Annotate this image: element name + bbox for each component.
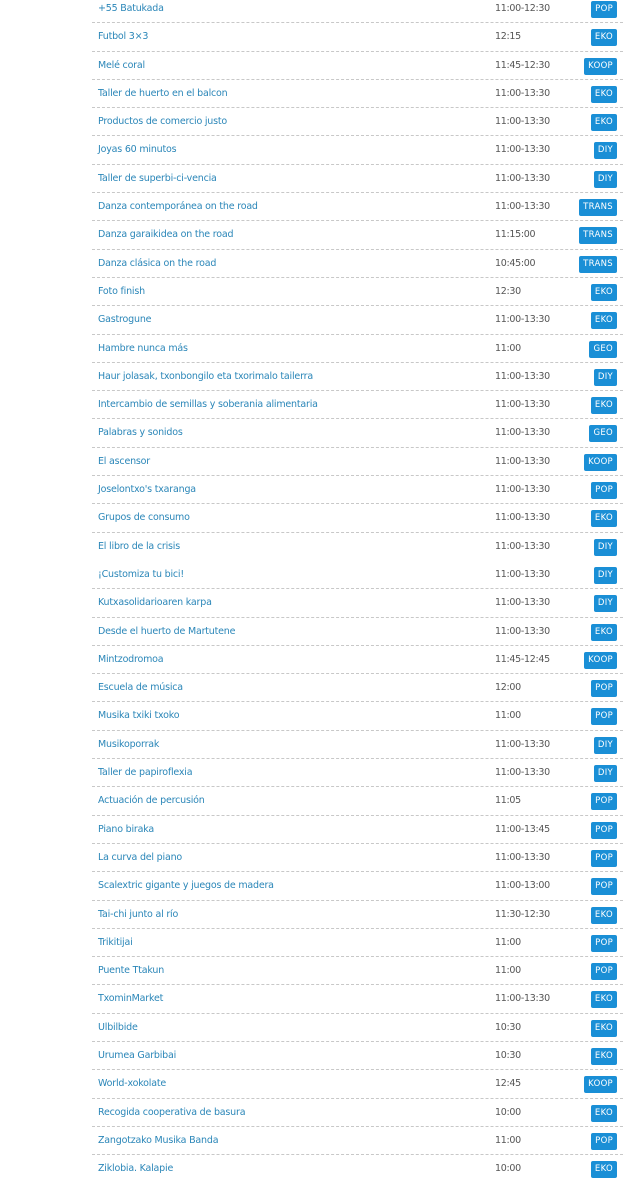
category-badge[interactable]: KOOP [584, 652, 617, 669]
event-time: 10:00 [495, 1163, 521, 1175]
event-name-link[interactable]: Kutxasolidarioaren karpa [98, 597, 212, 609]
event-time: 11:00-13:30 [495, 427, 550, 439]
category-badge[interactable]: TRANS [579, 199, 617, 216]
event-row [92, 1099, 623, 1127]
event-time: 12:45 [495, 1078, 521, 1090]
category-badge[interactable]: EKO [591, 1105, 617, 1122]
event-time: 11:00 [495, 965, 521, 977]
event-row [92, 985, 623, 1013]
category-badge[interactable]: POP [591, 878, 617, 895]
event-name-link[interactable]: Danza clásica on the road [98, 257, 217, 269]
event-row [92, 844, 623, 872]
category-badge[interactable]: EKO [591, 510, 617, 527]
event-time: 10:30 [495, 1021, 521, 1033]
event-row [92, 165, 623, 193]
event-row [92, 957, 623, 985]
event-row [92, 759, 623, 787]
event-name-link[interactable]: Piano biraka [98, 823, 154, 835]
category-badge[interactable]: DIY [594, 595, 617, 612]
event-name-link[interactable]: El ascensor [98, 455, 150, 467]
event-time: 12:00 [495, 682, 521, 694]
event-row [92, 1042, 623, 1070]
event-row [92, 1070, 623, 1098]
event-name-link[interactable]: Zangotzako Musika Banda [98, 1134, 219, 1146]
event-name-link[interactable]: Melé coral [98, 59, 145, 71]
category-badge[interactable]: EKO [591, 284, 617, 301]
category-badge[interactable]: EKO [591, 907, 617, 924]
event-row [92, 363, 623, 391]
event-name-link[interactable]: Productos de comercio justo [98, 116, 228, 128]
event-name-link[interactable]: Escuela de música [98, 682, 183, 694]
event-row [92, 702, 623, 730]
event-time: 11:00-13:30 [495, 144, 550, 156]
event-time: 11:00-13:30 [495, 314, 550, 326]
event-row [92, 1014, 623, 1042]
category-badge[interactable]: POP [591, 822, 617, 839]
event-row [92, 476, 623, 504]
category-badge[interactable]: POP [591, 482, 617, 499]
event-time: 10:45:00 [495, 257, 536, 269]
category-badge[interactable]: EKO [591, 397, 617, 414]
event-time: 11:00-13:30 [495, 767, 550, 779]
event-time: 11:00-13:30 [495, 540, 550, 552]
category-badge[interactable]: DIY [594, 369, 617, 386]
event-name-link[interactable]: Scalextric gigante y juegos de madera [98, 880, 274, 892]
event-time: 11:00-13:30 [495, 851, 550, 863]
category-badge[interactable]: DIY [594, 567, 617, 584]
event-name-link[interactable]: Musika txiki txoko [98, 710, 180, 722]
event-time: 11:00-13:30 [495, 625, 550, 637]
event-row [92, 80, 623, 108]
category-badge[interactable]: EKO [591, 991, 617, 1008]
category-badge[interactable]: GEO [589, 341, 617, 358]
event-name-link[interactable]: Actuación de percusión [98, 795, 205, 807]
event-name-link[interactable]: Recogida cooperativa de basura [98, 1106, 246, 1118]
event-time: 11:15:00 [495, 229, 536, 241]
event-row [92, 1127, 623, 1155]
category-badge[interactable]: POP [591, 850, 617, 867]
category-badge[interactable]: EKO [591, 1048, 617, 1065]
event-row [92, 561, 623, 589]
event-time: 11:45-12:30 [495, 59, 550, 71]
event-name-link[interactable]: Trikitijai [98, 936, 133, 948]
category-badge[interactable]: KOOP [584, 454, 617, 471]
category-badge[interactable]: EKO [591, 114, 617, 131]
category-badge[interactable]: DIY [594, 142, 617, 159]
event-time: 11:00 [495, 1134, 521, 1146]
event-row [92, 0, 623, 23]
event-row [92, 391, 623, 419]
event-time: 11:00-13:30 [495, 455, 550, 467]
event-row [92, 278, 623, 306]
event-name-link[interactable]: ¡Customiza tu bici! [98, 568, 184, 580]
category-badge[interactable]: EKO [591, 86, 617, 103]
event-time: 11:30-12:30 [495, 908, 550, 920]
event-time: 11:05 [495, 795, 521, 807]
event-time: 11:00-13:45 [495, 823, 550, 835]
event-name-link[interactable]: TxominMarket [98, 993, 164, 1005]
event-row [92, 23, 623, 51]
event-name-link[interactable]: Taller de superbi-ci-vencia [98, 172, 217, 184]
category-badge[interactable]: POP [591, 793, 617, 810]
event-row [92, 589, 623, 617]
event-name-link[interactable]: Hambre nunca más [98, 342, 188, 354]
event-row [92, 816, 623, 844]
event-name-link[interactable]: Danza contemporánea on the road [98, 201, 258, 213]
event-row [92, 193, 623, 221]
event-row [92, 221, 623, 249]
event-list [92, 0, 623, 1183]
event-row [92, 929, 623, 957]
event-time: 11:00-13:30 [495, 738, 550, 750]
event-name-link[interactable]: Grupos de consumo [98, 512, 190, 524]
category-badge[interactable]: GEO [589, 425, 617, 442]
category-badge[interactable]: EKO [591, 1020, 617, 1037]
event-time: 11:00 [495, 936, 521, 948]
event-time: 11:00-13:30 [495, 993, 550, 1005]
event-time: 11:45-12:45 [495, 653, 550, 665]
event-time: 11:00-13:30 [495, 597, 550, 609]
category-badge[interactable]: POP [591, 708, 617, 725]
category-badge[interactable]: DIY [594, 171, 617, 188]
event-row [92, 731, 623, 759]
event-time: 11:00-13:30 [495, 568, 550, 580]
event-name-link[interactable]: Taller de papiroflexia [98, 767, 193, 779]
event-row [92, 419, 623, 447]
category-badge[interactable]: EKO [591, 1161, 617, 1178]
category-badge[interactable]: KOOP [584, 1076, 617, 1093]
event-row [92, 872, 623, 900]
category-badge[interactable]: POP [591, 1, 617, 18]
event-row [92, 787, 623, 815]
event-time: 11:00 [495, 342, 521, 354]
event-time: 11:00-13:30 [495, 172, 550, 184]
event-name-link[interactable]: Futbol 3×3 [98, 31, 149, 43]
event-name-link[interactable]: Gastrogune [98, 314, 152, 326]
category-badge[interactable]: POP [591, 1133, 617, 1150]
event-time: 11:00-13:30 [495, 484, 550, 496]
event-row [92, 52, 623, 80]
event-time: 11:00-12:30 [495, 3, 550, 14]
event-name-link[interactable]: Tai-chi junto al río [98, 908, 179, 920]
event-row [92, 504, 623, 532]
event-row [92, 901, 623, 929]
event-name-link[interactable]: Musikoporrak [98, 738, 160, 750]
event-time: 11:00-13:30 [495, 399, 550, 411]
event-time: 11:00-13:30 [495, 370, 550, 382]
event-time: 11:00-13:30 [495, 116, 550, 128]
event-time: 10:00 [495, 1106, 521, 1118]
event-time: 11:00-13:30 [495, 201, 550, 213]
category-badge[interactable]: POP [591, 680, 617, 697]
event-name-link[interactable]: +55 Batukada [98, 3, 164, 14]
event-row [92, 108, 623, 136]
event-name-link[interactable]: World-xokolate [98, 1078, 167, 1090]
event-row [92, 533, 623, 561]
event-name-link[interactable]: El libro de la crisis [98, 540, 180, 552]
event-row [92, 674, 623, 702]
event-time: 10:30 [495, 1049, 521, 1061]
event-row [92, 646, 623, 674]
event-name-link[interactable]: Ulbilbide [98, 1021, 138, 1033]
event-time: 11:00 [495, 710, 521, 722]
event-time: 11:00-13:30 [495, 512, 550, 524]
event-row [92, 618, 623, 646]
event-row [92, 136, 623, 164]
event-row [92, 250, 623, 278]
event-time: 11:00-13:00 [495, 880, 550, 892]
event-name-link[interactable]: Palabras y sonidos [98, 427, 183, 439]
category-badge[interactable]: DIY [594, 539, 617, 556]
event-row [92, 1155, 623, 1183]
event-name-link[interactable]: Joyas 60 minutos [98, 144, 177, 156]
event-row [92, 448, 623, 476]
event-row [92, 306, 623, 334]
event-time: 12:15 [495, 31, 521, 43]
category-badge[interactable]: DIY [594, 765, 617, 782]
event-name-link[interactable]: Desde el huerto de Martutene [98, 625, 236, 637]
category-badge[interactable]: DIY [594, 737, 617, 754]
event-name-link[interactable]: Danza garaikidea on the road [98, 229, 234, 241]
event-time: 12:30 [495, 285, 521, 297]
event-name-link[interactable]: Puente Ttakun [98, 965, 165, 977]
category-badge[interactable]: POP [591, 935, 617, 952]
category-badge[interactable]: EKO [591, 312, 617, 329]
event-name-link[interactable]: Haur jolasak, txonbongilo eta txorimalo tailerra [98, 370, 313, 382]
event-name-link[interactable]: Joselontxo's txaranga [98, 484, 196, 496]
event-row [92, 335, 623, 363]
category-badge[interactable]: EKO [591, 29, 617, 46]
category-badge[interactable]: EKO [591, 624, 617, 641]
category-badge[interactable]: POP [591, 963, 617, 980]
event-name-link[interactable]: Taller de huerto en el balcon [98, 87, 228, 99]
event-name-link[interactable]: Mintzodromoa [98, 653, 164, 665]
event-name-link[interactable]: Urumea Garbibai [98, 1049, 177, 1061]
event-name-link[interactable]: Ziklobia. Kalapie [98, 1163, 174, 1175]
category-badge[interactable]: KOOP [584, 58, 617, 75]
category-badge[interactable]: TRANS [579, 256, 617, 273]
event-name-link[interactable]: La curva del piano [98, 851, 183, 863]
category-badge[interactable]: TRANS [579, 227, 617, 244]
event-name-link[interactable]: Foto finish [98, 285, 145, 297]
event-name-link[interactable]: Intercambio de semillas y soberania alimentaria [98, 399, 318, 411]
event-time: 11:00-13:30 [495, 87, 550, 99]
